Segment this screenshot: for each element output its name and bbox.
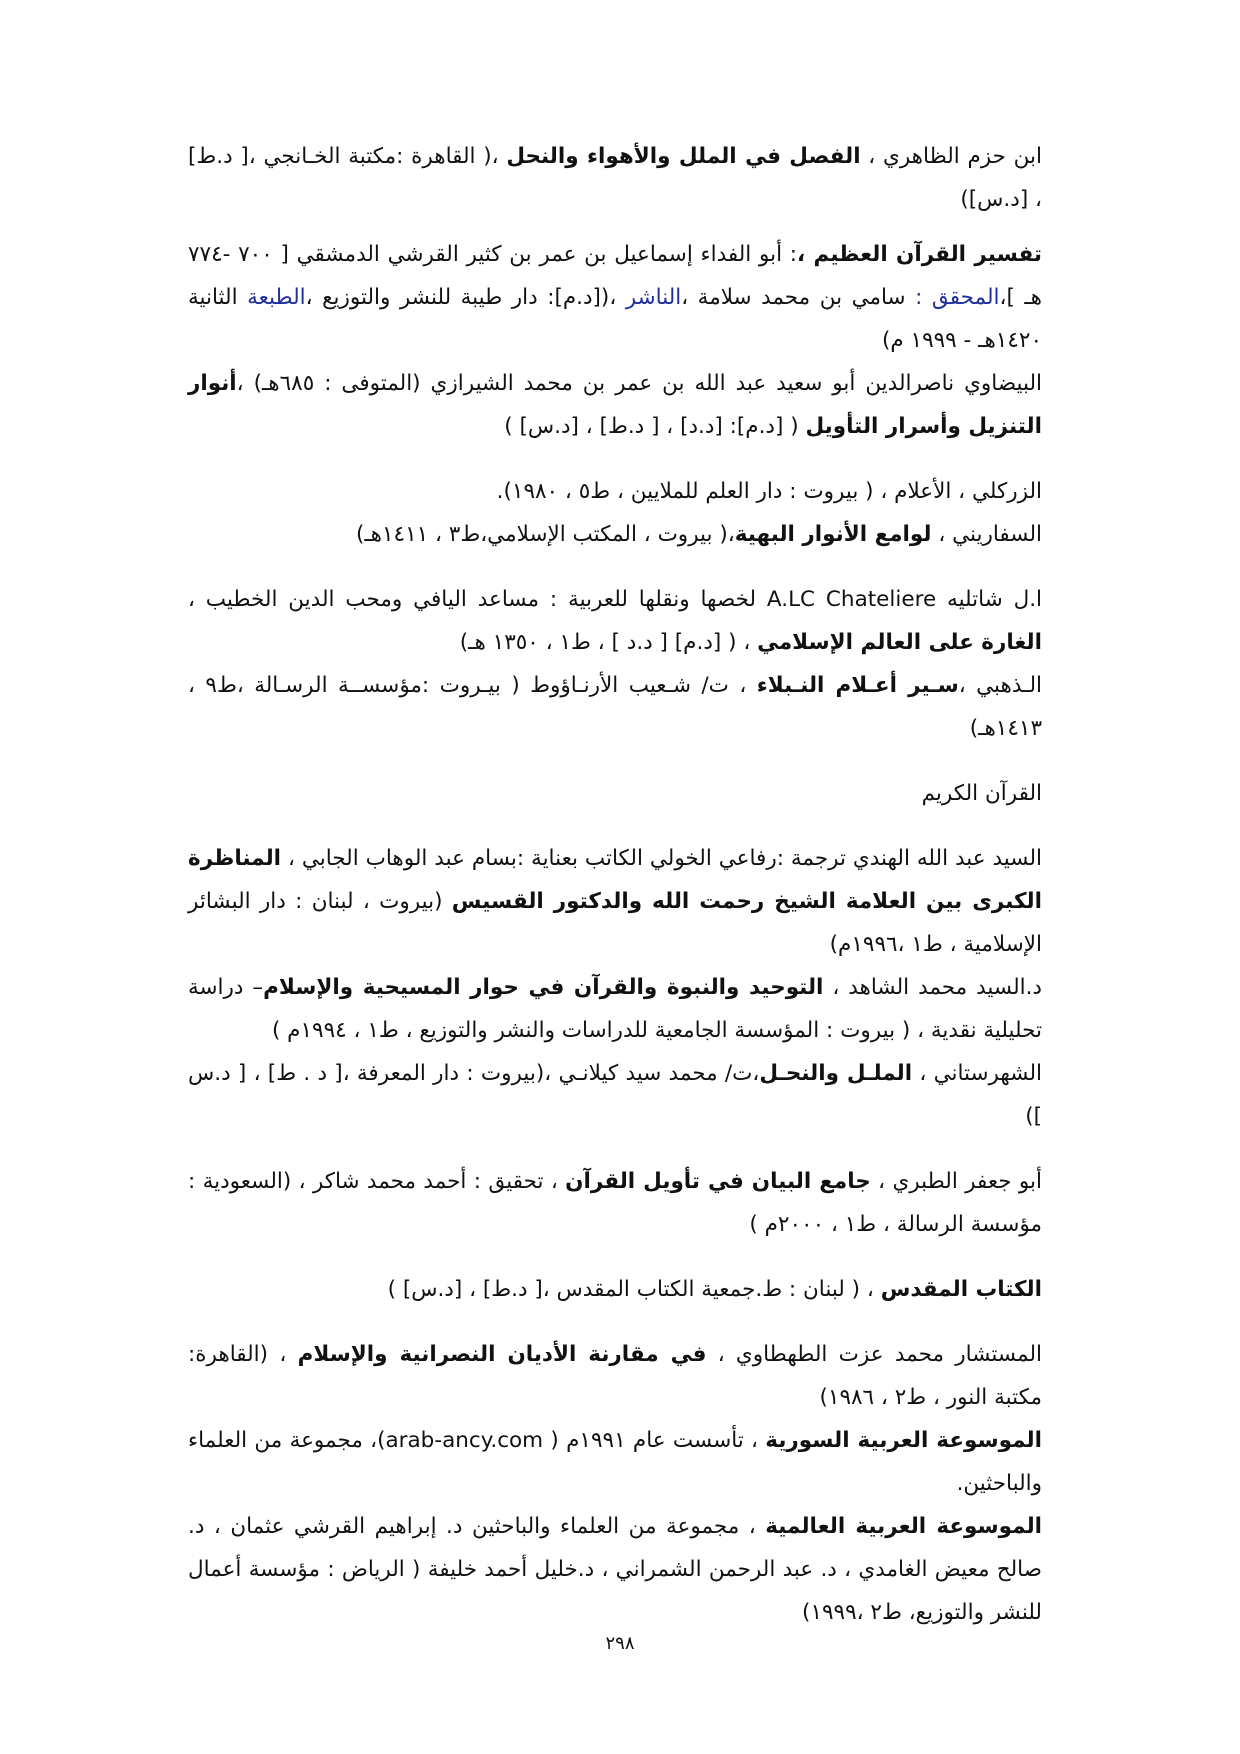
book-title: الفصل في الملل والأهواء والنحل: [506, 144, 861, 169]
reference-entry: [188, 233, 1042, 362]
reference-text: الزركلي ، الأعلام ، ( بيروت : دار العلم للملايين ، ط٥ ، ١٩٨٠).: [496, 479, 1042, 504]
reference-entry: [188, 513, 1042, 556]
field-label-link: الناشر: [625, 285, 682, 310]
reference-text: : أبو الفداء إسماعيل بن عمر بن كثير القرشي الدمشقي [ ٧٠٠ -٧٧٤ هـ ]،: [188, 242, 1042, 310]
book-title: تفسير القرآن العظيم ،: [797, 242, 1042, 267]
reference-text: السفاريني ،: [931, 522, 1042, 547]
book-title: لوامع الأنوار البهية: [734, 522, 932, 547]
reference-text: لخصها ونقلها للعربية : مساعد اليافي ومحب الدين الخطيب ،: [188, 587, 767, 612]
reference-text: السيد عبد الله الهندي ترجمة :رفاعي الخولي الكاتب بعناية :بسام عبد الوهاب الجابي ،: [281, 846, 1042, 871]
reference-entry: [188, 578, 1042, 664]
reference-entry: [188, 362, 1042, 448]
reference-entry: [188, 135, 1042, 221]
bibliography-list: [188, 135, 1042, 1634]
field-label-link: الطبعة: [247, 285, 306, 310]
book-title: الموسوعة العربية العالمية: [765, 1514, 1043, 1539]
page-number: ٢٩٨: [605, 1633, 635, 1654]
reference-text: ، مجموعة من العلماء والباحثين د. إبراهيم القرشي عثمان ، د. صالح معيض الغامدي ، د. عبد الرحمن الشمراني ، د.خليل أحمد خليفة ( الرياض : مؤسسة أعمال للنشر والتوزيع، ط٢ ،١٩٩٩): [188, 1514, 1042, 1625]
book-title: المناظرة الكبرى بين العلامة الشيخ رحمت الله والدكتور القسيس: [188, 846, 1043, 914]
reference-text: الثانية ١٤٢٠هـ - ١٩٩٩ م): [188, 285, 1042, 353]
reference-text: ،( القاهرة :مكتبة الخـانجي ،[ د.ط] ، [د.س]): [188, 144, 1042, 212]
book-title: في مقارنة الأديان النصرانية والإسلام: [297, 1342, 707, 1367]
reference-text: ،ت/ محمد سيد كيلانـي ،(بيروت : دار المعرفة ،[ د . ط] ، [ د.س ]): [188, 1061, 1042, 1129]
reference-text: ،([د.م]: دار طيبة للنشر والتوزيع ،: [305, 285, 626, 310]
reference-text: (بيروت ، لبنان : دار البشائر الإسلامية ، ط١ ،١٩٩٦م): [188, 889, 1042, 957]
reference-entry: [188, 1268, 1042, 1311]
reference-text: ( [د.م]: [د.د] ، [ د.ط] ، [د.س] ): [504, 414, 806, 439]
reference-text: ، تحقيق : أحمد محمد شاكر ، (السعودية : مؤسسة الرسالة ، ط١ ، ٢٠٠٠م ): [188, 1169, 1042, 1237]
reference-entry: [188, 1419, 1042, 1505]
book-title: أنوار التنزيل وأسرار التأويل: [188, 371, 1042, 439]
reference-text: الـذهبي ،: [958, 673, 1042, 698]
reference-entry: [188, 966, 1042, 1052]
reference-entry: [188, 837, 1042, 966]
reference-text: د.السيد محمد الشاهد ،: [823, 975, 1043, 1000]
reference-text: البيضاوي ناصرالدين أبو سعيد عبد الله بن عمر بن محمد الشيرازي (المتوفى : ٦٨٥هـ) ،: [236, 371, 1042, 396]
book-title: الكتاب المقدس: [880, 1277, 1042, 1302]
reference-entry: [188, 772, 1042, 815]
latin-text: arab-ancy.com: [385, 1428, 544, 1453]
reference-text: ، تأسست عام ١٩٩١م (: [543, 1428, 766, 1453]
book-title: سـير أعـلام النـبلاء: [756, 673, 959, 698]
reference-entry: [188, 1333, 1042, 1419]
reference-text: ا.ل شاتليه: [936, 587, 1043, 612]
reference-entry: [188, 1160, 1042, 1246]
reference-text: ، ( لبنان : ط.جمعية الكتاب المقدس ،[ د.ط] ، [د.س] ): [387, 1277, 881, 1302]
reference-text: – دراسة تحليلية نقدية ، ( بيروت : المؤسسة الجامعية للدراسات والنشر والتوزيع ، ط١ ، ١٩٩٤م ): [188, 975, 1042, 1043]
book-title: الغارة على العالم الإسلامي: [757, 630, 1042, 655]
reference-text: الشهرستاني ،: [912, 1061, 1042, 1086]
reference-text: ابن حزم الظاهري ،: [860, 144, 1042, 169]
book-title: التوحيد والنبوة والقرآن في حوار المسيحية والإسلام: [263, 975, 824, 1000]
reference-entry: [188, 664, 1042, 750]
field-label-link: المحقق :: [915, 285, 1000, 310]
reference-text: )، مجموعة من العلماء والباحثين.: [188, 1428, 1042, 1496]
reference-text: أبو جعفر الطبري ،: [870, 1169, 1042, 1194]
book-title: جامع البيان في تأويل القرآن: [565, 1169, 871, 1194]
reference-text: ،( بيروت ، المكتب الإسلامي،ط٣ ، ١٤١١هـ): [355, 522, 735, 547]
reference-entry: [188, 1505, 1042, 1634]
reference-entry: [188, 470, 1042, 513]
reference-text: سامي بن محمد سلامة ،: [681, 285, 916, 310]
reference-text: ، ت/ شـعيب الأرنـاؤوط ( بيـروت :مؤسســة الرسـالة ،ط٩ ، ١٤١٣هـ): [188, 673, 1042, 741]
reference-text: ، ( [د.م] [ د.د ] ، ط١ ، ١٣٥٠ هـ): [459, 630, 758, 655]
reference-text: ، (القاهرة: مكتبة النور ، ط٢ ، ١٩٨٦): [188, 1342, 1042, 1410]
book-title: الموسوعة العربية السورية: [765, 1428, 1042, 1453]
reference-entry: [188, 1052, 1042, 1138]
latin-text: A.LC Chateliere: [766, 587, 937, 612]
reference-text: القرآن الكريم: [921, 781, 1042, 806]
book-title: الملـل والنحـل: [759, 1061, 913, 1086]
reference-text: المستشار محمد عزت الطهطاوي ،: [706, 1342, 1043, 1367]
